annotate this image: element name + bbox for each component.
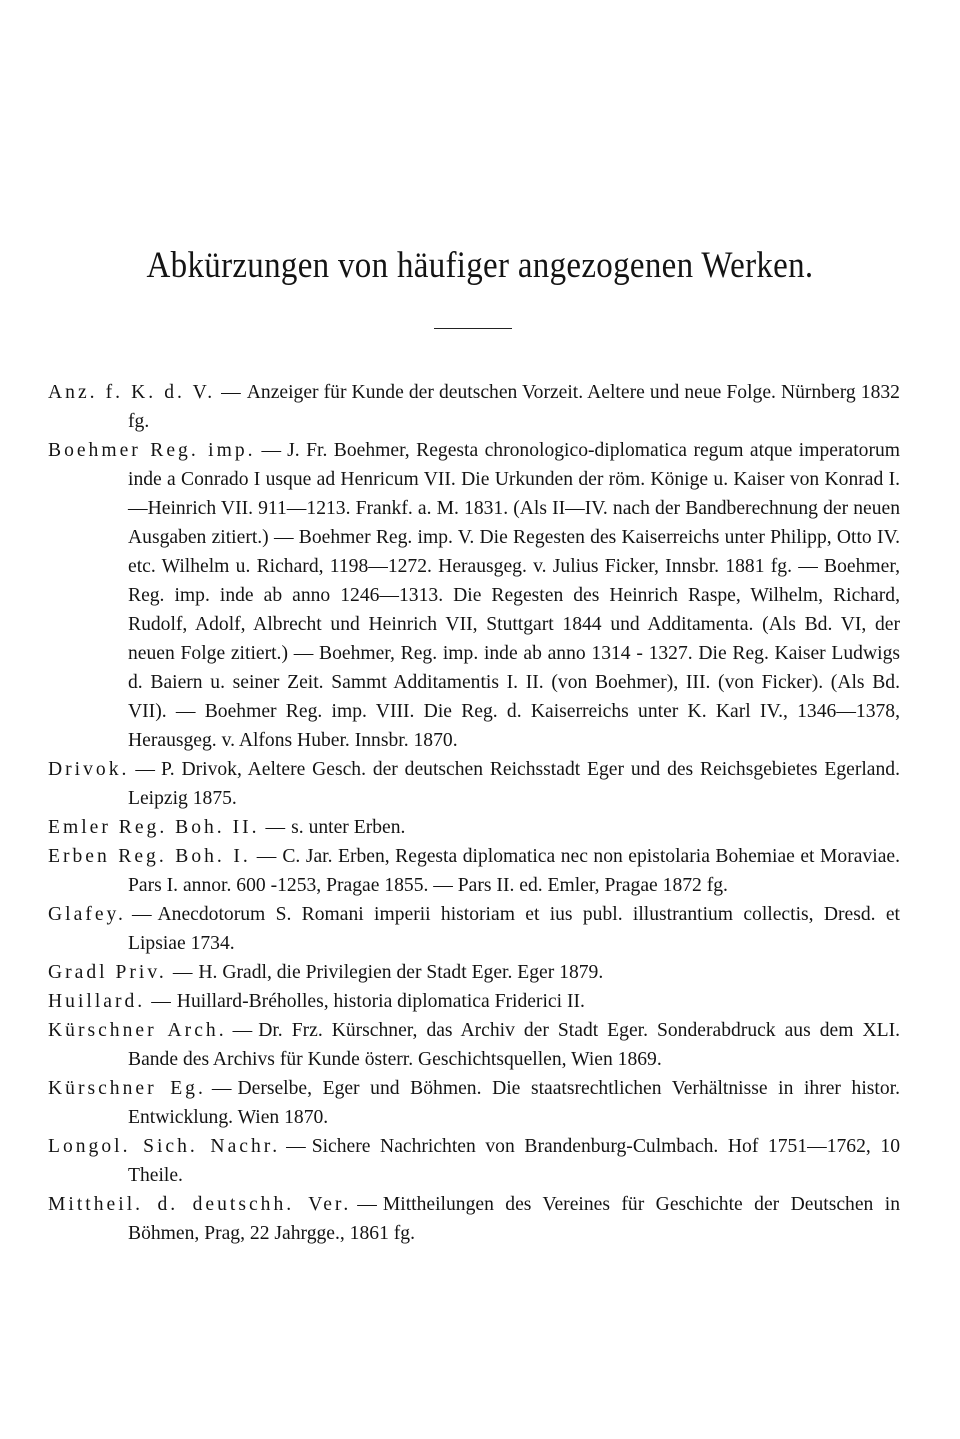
- entry-key: Erben Reg. Boh. I.: [48, 846, 251, 867]
- entry-text: Derselbe, Eger und Böhmen. Die staatsrechtlichen Verhältnisse in ihrer histor. Entwicklung. Wien 1870.: [128, 1078, 901, 1128]
- entry-dash: —: [232, 1020, 253, 1041]
- entry-dash: —: [265, 817, 286, 838]
- entry-dash: —: [261, 440, 282, 461]
- entry-text: s. unter Erben.: [291, 817, 406, 838]
- entry-key: Anz. f. K. d. V.: [48, 382, 216, 403]
- entry-text: H. Gradl, die Privilegien der Stadt Eger. Eger 1879.: [198, 962, 604, 983]
- entry-dash: —: [221, 382, 241, 403]
- abbreviation-entry: [48, 436, 900, 755]
- entry-text: P. Drivok, Aeltere Gesch. der deutschen Reichsstadt Eger und des Reichsgebietes Egerland. Leipzig 1875.: [128, 759, 900, 809]
- abbreviation-entry: [48, 378, 900, 436]
- entry-key: Emler Reg. Boh. II.: [48, 817, 260, 838]
- entry-text: J. Fr. Boehmer, Regesta chronologico-diplomatica regum atque imperatorum inde a Conrado I usque ad Henricum VII. Die Urkunden der röm. Könige u. Kaiser von Konrad I.—Heinrich VII. 911—1213. Frankf. a. M. 1831. (Als II—IV. nach der Bandberechnung der neuen Ausgaben zitiert.) — Boehmer Reg. imp. V. Die Regesten des Kaiserreichs unter Philipp, Otto IV. etc. Wilhelm u. Richard, 1198—1272. Herausgeg. v. Julius Ficker, Innsbr. 1881 fg. — Boehmer, Reg. imp. inde ab anno 1246—1313. Die Regesten des Heinrich Raspe, Wilhelm, Richard, Rudolf, Adolf, Albrecht und Heinrich VII, Stuttgart 1844 und Additamenta. (Als Bd. VI, der neuen Folge zitiert.) — Boehmer, Reg. imp. inde ab anno 1314 - 1327. Die Reg. Kaiser Ludwigs d. Baiern u. seiner Zeit. Sammt Additamentis I. II. (von Boehmer), III. (von Ficker). (Als Bd. VII). — Boehmer Reg. imp. VIII. Die Reg. d. Kaiserreichs unter K. Karl IV., 1346—1378, Herausgeg. v. Alfons Huber. Innsbr. 1870.: [128, 440, 901, 751]
- entry-text: Dr. Frz. Kürschner, das Archiv der Stadt Eger. Sonderabdruck aus dem XLI. Bande des Archivs für Kunde österr. Geschichtsquellen, Wien 1869.: [128, 1020, 901, 1070]
- entry-text: C. Jar. Erben, Regesta diplomatica nec non epistolaria Bohemiae et Moraviae. Pars I. annor. 600 -1253, Pragae 1855. — Pars II. ed. Emler, Pragae 1872 fg.: [128, 846, 900, 896]
- abbreviation-entry: [48, 755, 900, 813]
- entry-text: Huillard-Bréholles, historia diplomatica Friderici II.: [176, 991, 585, 1012]
- entry-dash: —: [172, 962, 193, 983]
- abbreviation-entry: [48, 842, 900, 900]
- entry-key: Longol. Sich. Nachr.: [48, 1136, 281, 1157]
- entry-dash: —: [286, 1136, 306, 1157]
- abbreviation-entry: [48, 1074, 900, 1132]
- entry-text: Sichere Nachrichten von Brandenburg-Culmbach. Hof 1751—1762, 10 Theile.: [128, 1136, 900, 1186]
- entry-key: Kürschner Eg.: [48, 1078, 206, 1099]
- entry-text: Anecdotorum S. Romani imperii historiam et ius publ. illustrantium collectis, Dresd. et Lipsiae 1734.: [128, 904, 900, 954]
- abbreviation-entry: [48, 1190, 900, 1248]
- abbreviation-entry: [48, 1132, 900, 1190]
- entry-key: Gradl Priv.: [48, 962, 167, 983]
- title-rule: [434, 328, 512, 329]
- abbreviation-list: [48, 378, 900, 1248]
- page-title: Abkürzungen von häufiger angezogenen Werken.: [146, 245, 814, 287]
- entry-key: Kürschner Arch.: [48, 1020, 227, 1041]
- entry-dash: —: [357, 1194, 377, 1215]
- abbreviation-entry: [48, 958, 900, 987]
- entry-key: Mittheil. d. deutschh. Ver.: [48, 1194, 352, 1215]
- abbreviation-entry: [48, 987, 900, 1016]
- entry-dash: —: [151, 991, 171, 1012]
- entry-key: Huillard.: [48, 991, 146, 1012]
- abbreviation-entry: [48, 813, 900, 842]
- entry-text: Mittheilungen des Vereines für Geschichte der Deutschen in Böhmen, Prag, 22 Jahrgge., 1861 fg.: [128, 1194, 900, 1244]
- entry-text: Anzeiger für Kunde der deutschen Vorzeit. Aeltere und neue Folge. Nürnberg 1832 fg.: [128, 382, 900, 432]
- entry-key: Glafey.: [48, 904, 126, 925]
- entry-dash: —: [131, 904, 152, 925]
- entry-key: Boehmer Reg. imp.: [48, 440, 256, 461]
- entry-dash: —: [256, 846, 277, 867]
- entry-key: Drivok.: [48, 759, 130, 780]
- abbreviation-entry: [48, 1016, 900, 1074]
- abbreviation-entry: [48, 900, 900, 958]
- entry-dash: —: [211, 1078, 232, 1099]
- entry-dash: —: [135, 759, 156, 780]
